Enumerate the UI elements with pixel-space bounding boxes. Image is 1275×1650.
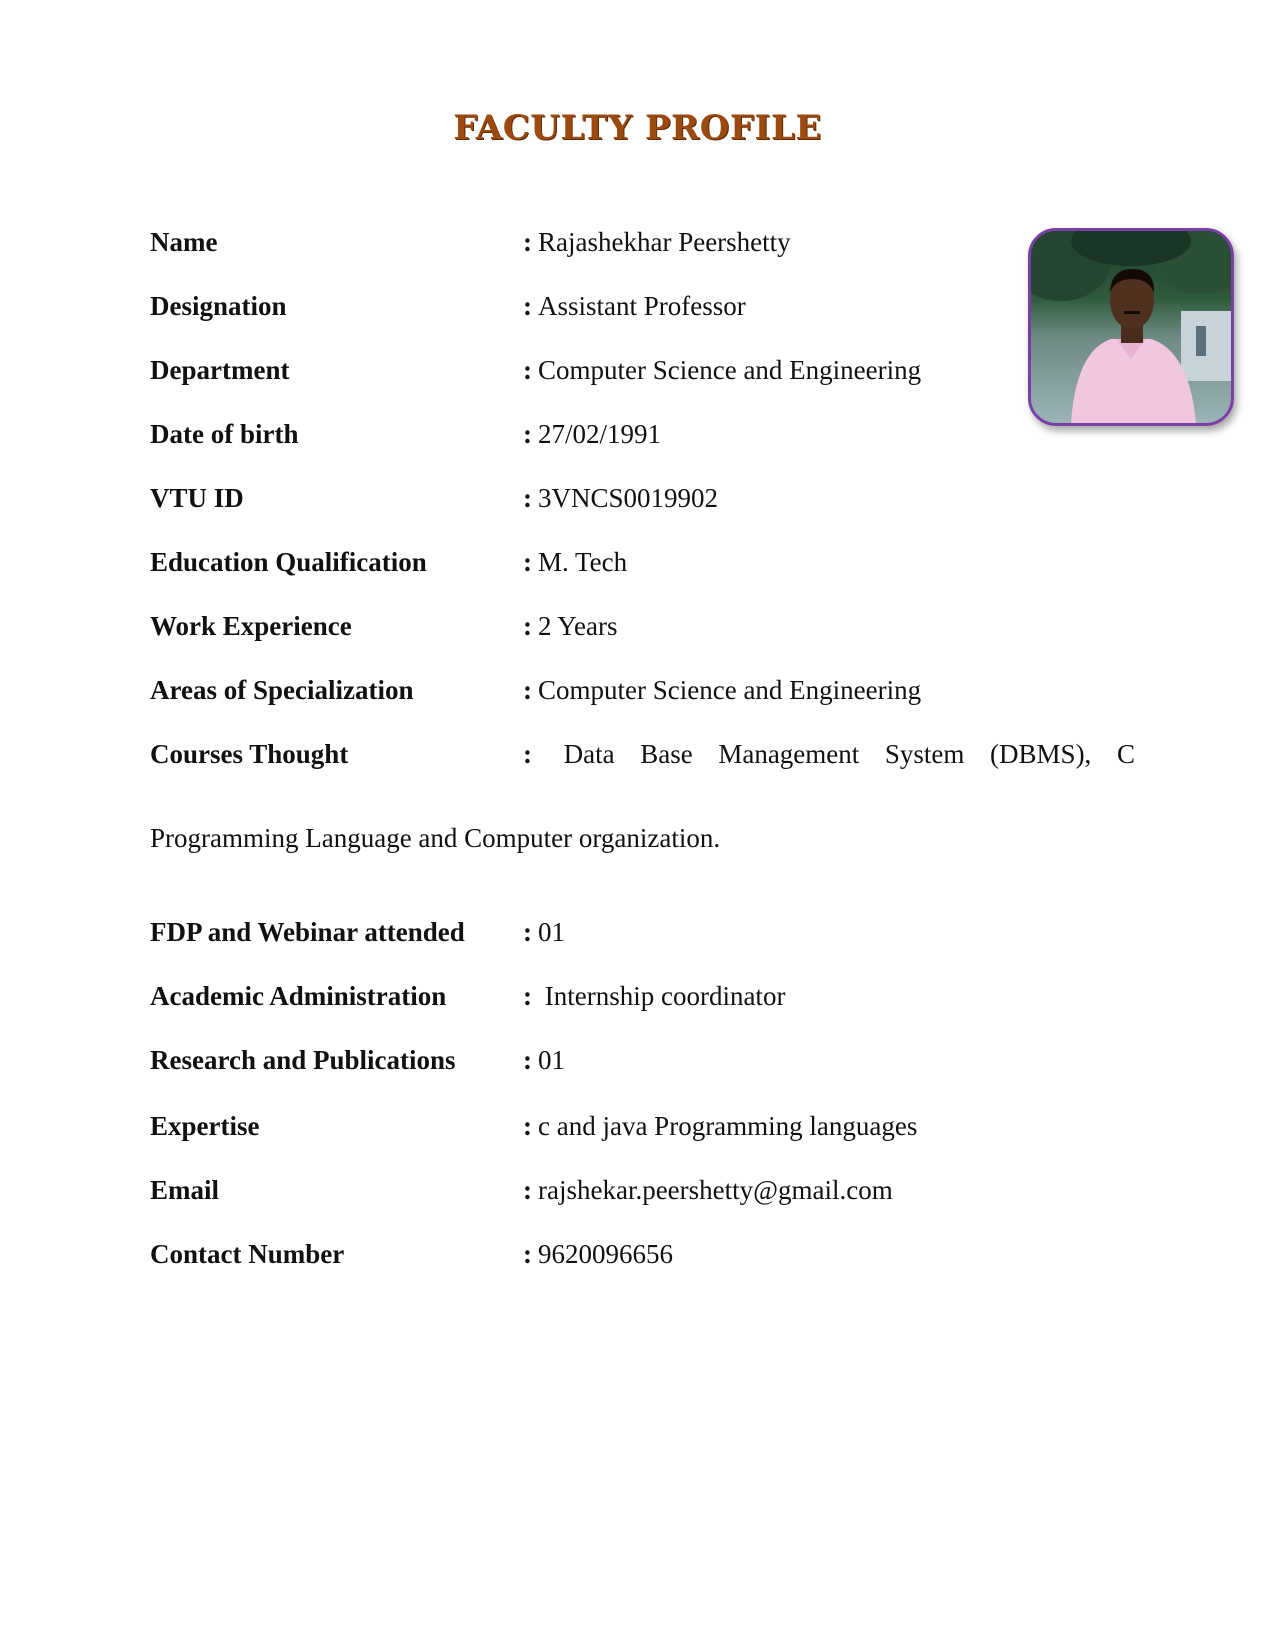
field-value: : M. Tech [523,547,628,577]
field-designation [150,286,1135,326]
field-value: : 9620096656 [523,1239,673,1269]
field-value: : 2 Years [523,611,618,641]
field-label: FDP and Webinar attended [150,917,465,947]
field-research [150,1040,1135,1080]
field-work-experience [150,606,1135,646]
field-value: : rajshekar.peershetty@gmail.com [523,1175,893,1205]
field-value: : 3VNCS0019902 [523,483,719,513]
field-department [150,350,1135,390]
field-label: Academic Administration [150,981,447,1011]
field-courses [150,734,1135,774]
field-label: Name [150,227,218,257]
field-label: Date of birth [150,419,299,449]
field-label: Contact Number [150,1239,345,1269]
field-name [150,222,1135,262]
field-label: Education Qualification [150,547,427,577]
field-value: : Computer Science and Engineering [523,675,922,705]
field-expertise [150,1106,1135,1146]
courses-line-2: Programming Language and Computer organization. [150,823,721,853]
field-fdp [150,912,1135,952]
field-specialization [150,670,1135,710]
field-value: : 01 [523,1045,565,1075]
field-label: Email [150,1175,220,1205]
field-label: Expertise [150,1111,260,1141]
field-value: : 01 [523,917,565,947]
field-label: Research and Publications [150,1045,456,1075]
field-label: Department [150,355,290,385]
field-label: Areas of Specialization [150,675,414,705]
field-education [150,542,1135,582]
field-label: Work Experience [150,611,352,641]
page-title: FACULTY PROFILE [453,108,822,148]
field-label: Courses Thought [150,739,349,769]
field-label: VTU ID [150,483,244,513]
courses-line-1: : Data Base Management System (DBMS), C [523,739,1135,769]
field-value: : Internship coordinator [523,981,786,1011]
field-value: : Computer Science and Engineering [523,355,922,385]
field-vtu-id [150,478,1135,518]
field-value: : c and java Programming languages [523,1111,918,1141]
field-label: Designation [150,291,287,321]
field-contact-number [150,1234,1135,1274]
field-academic-admin [150,976,1135,1016]
field-value: : 27/02/1991 [523,419,662,449]
field-value: : Assistant Professor [523,291,746,321]
field-value: : Rajashekhar Peershetty [523,227,791,257]
field-date-of-birth [150,414,1135,454]
field-email [150,1170,1135,1210]
